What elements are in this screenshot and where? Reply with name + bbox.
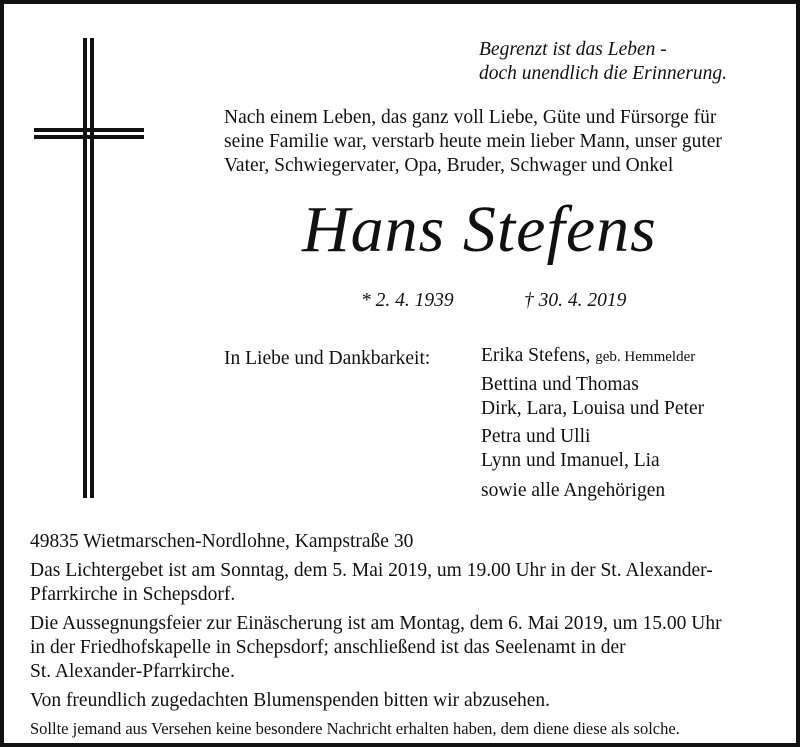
- intro-line: seine Familie war, verstarb heute mein lieber Mann, unser guter: [224, 131, 722, 152]
- motto-line: doch unendlich die Erinnerung.: [479, 63, 728, 84]
- mourner-line: Dirk, Lara, Louisa und Peter: [481, 398, 705, 419]
- mourners-label: In Liebe und Dankbarkeit:: [224, 348, 431, 369]
- birth-date: * 2. 4. 1939: [361, 290, 454, 311]
- deceased-name: Hans Stefens: [302, 193, 657, 266]
- prayer-info: Das Lichtergebet ist am Sonntag, dem 5. Mai 2019, um 19.00 Uhr in der St. Alexander-: [30, 560, 713, 581]
- intro-line: Nach einem Leben, das ganz voll Liebe, Güte und Fürsorge für: [224, 107, 717, 128]
- prayer-info: Pfarrkirche in Schepsdorf.: [30, 584, 236, 605]
- mourners-list: [481, 344, 704, 503]
- funeral-info: in der Friedhofskapelle in Schepsdorf; anschließend ist das Seelenamt in der: [30, 637, 626, 658]
- mourner-line: sowie alle Angehörigen: [481, 480, 666, 501]
- address: 49835 Wietmarschen-Nordlohne, Kampstraße 30: [30, 531, 414, 552]
- maiden-name: geb. Hemmelder: [595, 349, 696, 365]
- motto-line: Begrenzt ist das Leben -: [479, 39, 667, 60]
- cross-icon: [34, 38, 144, 498]
- intro-text: [224, 106, 722, 178]
- notice-text: Sollte jemand aus Versehen keine besondere Nachricht erhalten haben, dem diene diese als solche.: [30, 719, 680, 738]
- funeral-info: St. Alexander-Pfarrkirche.: [30, 661, 235, 682]
- mourner-line: [481, 344, 704, 369]
- mourner-line: Petra und Ulli: [481, 426, 591, 447]
- funeral-info: Die Aussegnungsfeier zur Einäscherung ist am Montag, dem 6. Mai 2019, um 15.00 Uhr: [30, 613, 722, 634]
- service-details: [30, 530, 722, 741]
- mourner-name: Erika Stefens,: [481, 345, 591, 366]
- motto: [479, 38, 727, 86]
- mourner-line: Lynn und Imanuel, Lia: [481, 450, 660, 471]
- mourner-line: Bettina und Thomas: [481, 374, 639, 395]
- intro-line: Vater, Schwiegervater, Opa, Bruder, Schwager und Onkel: [224, 155, 674, 176]
- death-date: † 30. 4. 2019: [524, 290, 627, 311]
- flowers-request: Von freundlich zugedachten Blumenspenden bitten wir abzusehen.: [30, 690, 551, 711]
